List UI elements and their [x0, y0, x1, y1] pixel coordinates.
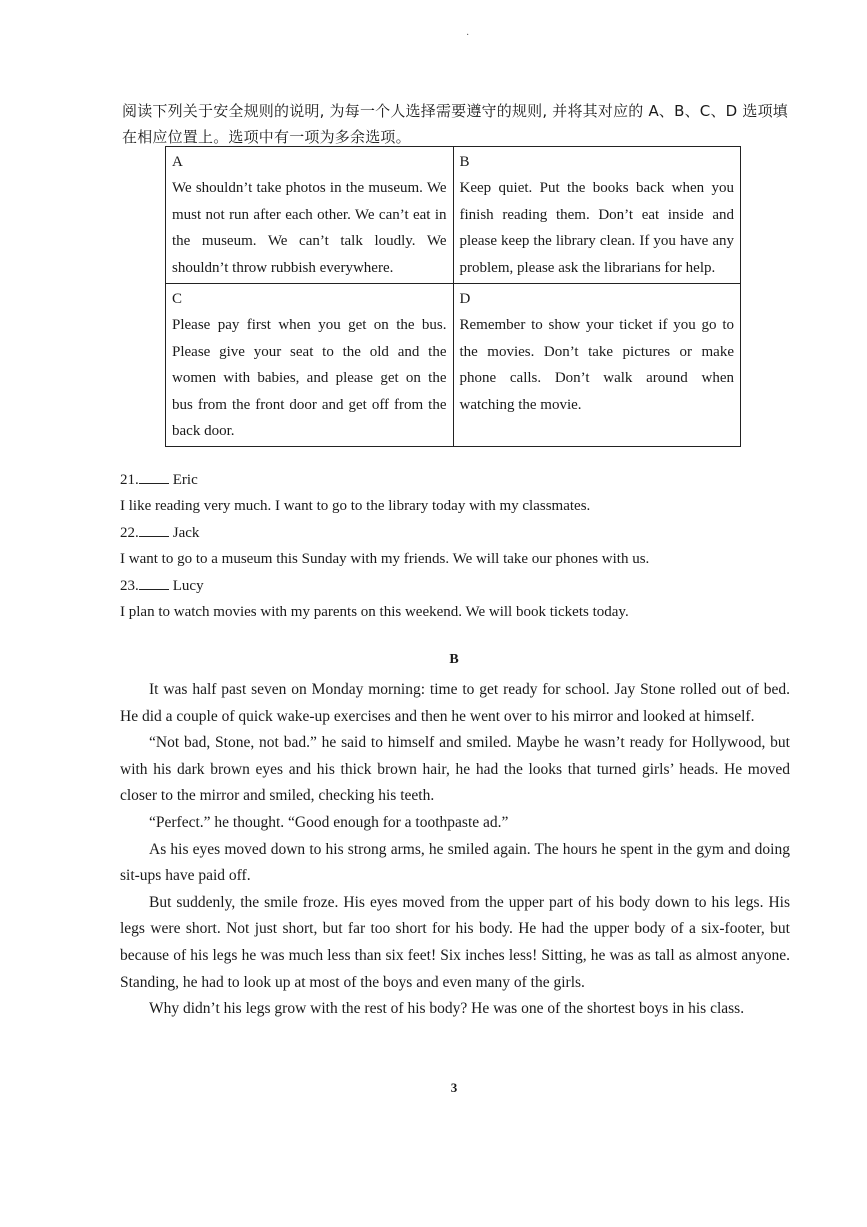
story-paragraph: “Not bad, Stone, not bad.” he said to himself and smiled. Maybe he wasn’t ready for Hollywood, but with his dark brown eyes and his thick brown hair, he had the looks that turned girls’ heads. He moved closer to the mirror and smiled, checking his teeth.: [120, 734, 790, 805]
option-cell-c: [166, 284, 454, 447]
answer-blank[interactable]: [139, 575, 169, 590]
question-number: 21.: [120, 472, 139, 488]
table-row: [166, 284, 741, 447]
table-row: [166, 147, 741, 284]
page-number: 3: [450, 1080, 458, 1095]
option-text: We shouldn’t take photos in the museum. We must not run after each other. We can’t eat in the museum. We can’t talk loudly. We shouldn’t throw rubbish everywhere.: [172, 180, 447, 276]
option-cell-d: [453, 284, 741, 447]
question-23-statement: I plan to watch movies with my parents on this weekend. We will book tickets today.: [120, 604, 629, 620]
instruction-text: 阅读下列关于安全规则的说明, 为每一个人选择需要遵守的规则, 并将其对应的 A、B、C、D 选项填在相应位置上。选项中有一项为多余选项。: [122, 102, 788, 146]
option-cell-b: [453, 147, 741, 284]
section-heading: B: [449, 652, 459, 667]
question-21: [120, 467, 198, 493]
question-21-statement: I like reading very much. I want to go to the library today with my classmates.: [120, 498, 591, 514]
option-text: Remember to show your ticket if you go to the movies. Don’t take pictures or make phone calls. Don’t walk around when watching the movie.: [459, 317, 734, 413]
option-text: Keep quiet. Put the books back when you finish reading them. Don’t eat inside and please keep the library clean. If you have any problem, please ask the librarians for help.: [459, 180, 734, 276]
option-cell-a: [166, 147, 454, 284]
question-number: 23.: [120, 578, 139, 594]
answer-blank[interactable]: [139, 469, 169, 484]
story-paragraph: Why didn’t his legs grow with the rest of his body? He was one of the shortest boys in his class.: [149, 1000, 745, 1018]
option-text: Please pay first when you get on the bus. Please give your seat to the old and the women with babies, and please get on the bus from the front door and get off from the back door.: [172, 317, 447, 440]
question-name: Lucy: [172, 578, 204, 594]
story-paragraph: It was half past seven on Monday morning: time to get ready for school. Jay Stone rolled out of bed. He did a couple of quick wake-up exercises and then he went over to his mirror and looked at himself.: [120, 681, 790, 725]
story-passage: [120, 677, 790, 1023]
option-letter: A: [172, 154, 183, 170]
story-paragraph: As his eyes moved down to his strong arms, he smiled again. The hours he spent in the gym and doing sit-ups have paid off.: [120, 840, 790, 885]
option-letter: C: [172, 291, 183, 308]
story-paragraph: “Perfect.” he thought. “Good enough for a toothpaste ad.”: [149, 813, 509, 831]
rules-table: [165, 146, 741, 447]
question-22-statement: I want to go to a museum this Sunday with my friends. We will take our phones with us.: [120, 551, 650, 567]
question-name: Eric: [172, 472, 198, 488]
story-paragraph: But suddenly, the smile froze. His eyes moved from the upper part of his body down to his legs. His legs were short. Not just short, but far too short for his body. He had the upper body of a six-footer, but because of his legs he was much less than six feet! Six inches less! Sitting, he was as tall as almost anyone. Standing, he had to look up at most of the boys and even many of the girls.: [120, 893, 790, 991]
answer-blank[interactable]: [139, 522, 169, 537]
option-letter: B: [459, 154, 470, 170]
option-letter: D: [459, 291, 471, 308]
question-name: Jack: [172, 525, 200, 541]
question-23: [120, 573, 204, 599]
top-mark: ·: [466, 30, 470, 41]
question-22: [120, 520, 199, 546]
question-number: 22.: [120, 525, 139, 541]
